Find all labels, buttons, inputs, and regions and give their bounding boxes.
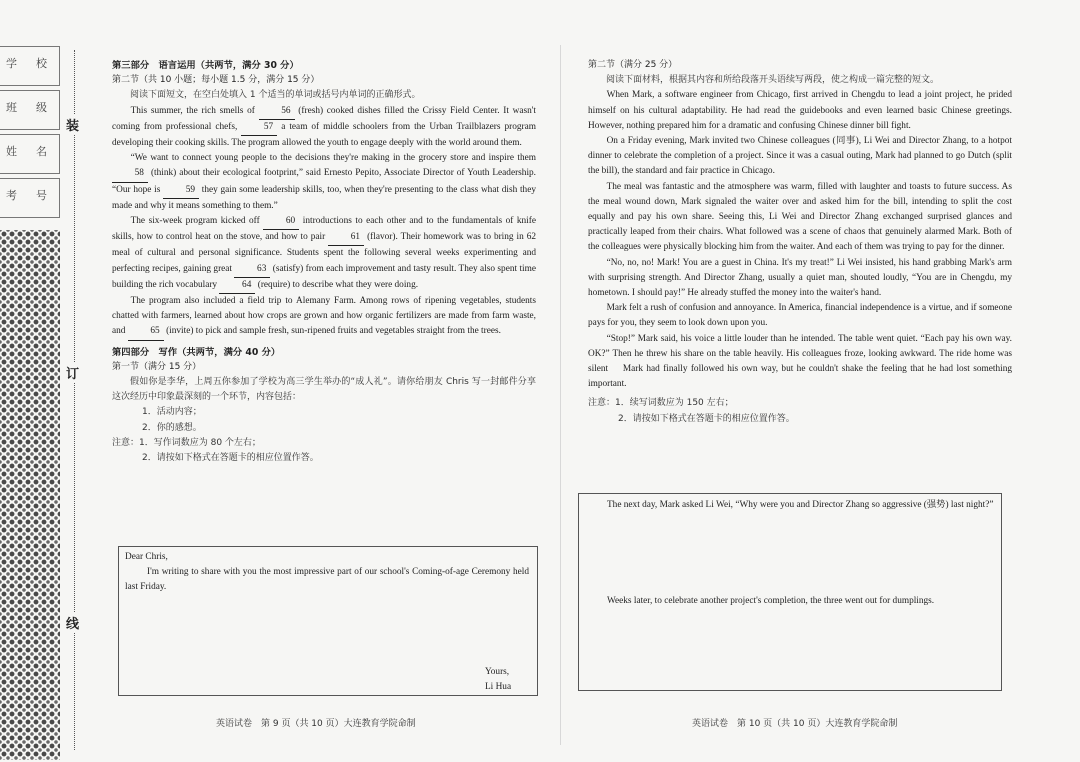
field-label: 校 [36,57,47,70]
continuation-answer-box[interactable] [578,493,1002,691]
continuation-note: 2．请按如下格式在答题卡的相应位置作答。 [618,413,795,424]
page-divider [560,45,561,745]
binding-dotted-line [74,50,75,750]
part3-title: 第三部分 语言运用（共两节，满分 30 分） [112,60,299,71]
answer-blank[interactable]: 57 [241,120,277,136]
letter-opening: I'm writing to share with you the most impressive part of our school's Coming-of-age Ceremony held last Friday. [125,567,529,593]
binding-mark: 订 [66,362,79,383]
right-column [588,58,1012,427]
answer-blank[interactable]: 58 [112,166,148,182]
passage-paragraph: The six-week program kicked off 60 introductions to each other and to the fundamentals of knife skills, how to control heat on the stove, and how to pair 61 (flavor). Their homework was to bring in 62 meal of cultural and personal significance. Students spent the following several weeks experimenting and perfecting recipes, gaining great 63 (satisfy) from each improvement and tasty result. They also spent time building the rich vocabulary 64 (require) to describe what they were doing. [112,214,536,294]
name-field[interactable] [0,134,60,174]
answer-blank[interactable]: 61 [328,230,364,246]
writing1-item: 2．你的感想。 [142,422,202,433]
binding-strip [0,42,62,760]
passage-paragraph: “We want to connect young people to the decisions they're making in the grocery store and inspire them 58 (think) about their ecological footprint,” said Ernesto Pepito, Associate Director of Youth Leadership. “Our hope is 59 they gain some leadership skills, too, when they're presenting to the class what dish they made and why it means something to them.” [112,153,536,211]
class-field[interactable] [0,90,60,130]
answer-blank[interactable]: 65 [128,324,164,340]
field-label: 班 [6,101,17,114]
letter-signature: Li Hua [485,682,512,692]
field-label: 学 [6,57,17,70]
school-field[interactable] [0,46,60,86]
story-paragraph: The meal was fantastic and the atmosphere was warm, filled with laughter and toasts to future success. As the meal wound down, Mark signaled the waiter over and asked him for the bill, intending to split the cost equally and pay his own share. Seeing this, Li Wei and Director Zhang exchanged surprised glances and practically leaped from their chairs. What followed was a scene of chaos that genuinely alarmed Mark. Both of the colleagues were physically blocking him from the waiter. And each of them was trying to pay for the dinner. [588,181,1012,253]
field-label: 考 [6,189,17,202]
story-paragraph: On a Friday evening, Mark invited two Chinese colleagues (同事), Li Wei and Director Zhang, to a hotpot dinner to celebrate the completion of a project. Since it was a casual outing, Mark had planned to go Dutch (split the bill), the standard and fair practice in Chicago. [588,136,1012,177]
security-pattern [0,230,60,760]
answer-blank[interactable]: 60 [263,214,299,230]
writing1-title: 第一节（满分 15 分） [112,361,202,372]
continuation-opening-1: The next day, Mark asked Li Wei, “Why were you and Director Zhang so aggressive (强势) last night?” [607,500,994,510]
note-label: 注意： [112,437,140,448]
story-paragraph: Mark felt a rush of confusion and annoyance. In America, financial independence is a virtue, and if someone pays for you, they seem to look down upon you. [588,303,1012,329]
left-column [112,58,536,466]
page-footer-right: 英语试卷 第 10 页（共 10 页）大连教育学院命制 [692,719,898,729]
binding-mark: 线 [66,612,79,633]
writing1-item: 1．活动内容； [142,407,202,418]
story-paragraph: “No, no, no! Mark! You are a guest in China. It's my treat!” Li Wei insisted, his hand grabbing Mark's arm with surprising strength. And Director Zhang, usually a quiet man, shouted loudly, “You are in Chengdu, my hometown. I should pay!” He already stuffed the money into the waiter's hand. [588,257,1012,299]
passage-paragraph: This summer, the rich smells of 56 (fresh) cooked dishes filled the Crissy Field Center. It wasn't coming from professional chefs, 57 a team of middle schoolers from the Urban Trailblazers program developing their cooking skills. The program allowed the youth to engage deeply with the world around them. [112,105,536,149]
section2-title: 第二节（共 10 小题；每小题 1.5 分，满分 15 分） [112,75,320,86]
continuation-note: 1．续写词数应为 150 左右； [615,398,734,409]
answer-blank[interactable]: 64 [219,278,255,294]
continuation-opening-2: Weeks later, to celebrate another project's completion, the three went out for dumplings. [607,596,935,606]
writing1-note: 1．写作词数应为 80 个左右； [139,437,261,448]
writing1-prompt: 假如你是李华，上周五你参加了学校为高三学生举办的“成人礼”。请你给朋友 Chris 写一封邮件分享这次经历中印象最深刻的一个环节，内容包括： [112,377,536,403]
story-paragraph: When Mark, a software engineer from Chicago, first arrived in Chengdu to lead a joint project, he prided himself on his cultural adaptability. He had read the guidebooks and even learned basic Chinese greetings. However, nothing prepared him for a dramatic and confusing Chinese dinner bill fight. [588,90,1012,131]
answer-number: 62 [526,232,536,243]
answer-blank[interactable]: 56 [259,104,295,120]
letter-closing: Yours, [485,667,510,677]
writing1-note: 2．请按如下格式在答题卡的相应位置作答。 [142,453,319,464]
note-label: 注意： [588,398,616,409]
instruction: 阅读下面短文，在空白处填入 1 个适当的单词或括号内单词的正确形式。 [130,90,421,101]
letter-answer-box[interactable] [118,546,538,696]
answer-blank[interactable]: 63 [234,262,270,278]
field-label: 名 [36,145,47,158]
field-label: 号 [36,189,47,202]
page-footer-left: 英语试卷 第 9 页（共 10 页）大连教育学院命制 [216,719,416,729]
story-paragraph: “Stop!” Mark said, his voice a little louder than he intended. The table went quiet. “Each pay his own way. OK?” Then he threw his share on the table heavily. His colleagues froze, looking awkward. The ride home was silent Mark had finally followed his own way, but he couldn't shake the feeling that he had lost something important. [588,333,1012,390]
part4-title: 第四部分 写作（共两节，满分 40 分） [112,346,281,358]
exam-number-field[interactable] [0,178,60,218]
continuation-instruction: 阅读下面材料，根据其内容和所给段落开头语续写两段，使之构成一篇完整的短文。 [606,75,940,86]
answer-blank[interactable]: 59 [163,183,199,199]
continuation-section-title: 第二节（满分 25 分） [588,60,678,70]
binding-mark: 装 [66,114,79,135]
passage-paragraph: The program also included a field trip to Alemany Farm. Among rows of ripening vegetables, students chatted with farmers, learned about how crops are grown and how organic fertilizers are made from farm waste, and 65 (invite) to pick and sample fresh, sun-ripened fruits and vegetables straight from the trees. [112,294,536,341]
field-label: 姓 [6,145,17,158]
field-label: 级 [36,101,47,114]
letter-greeting: Dear Chris, [125,552,168,562]
